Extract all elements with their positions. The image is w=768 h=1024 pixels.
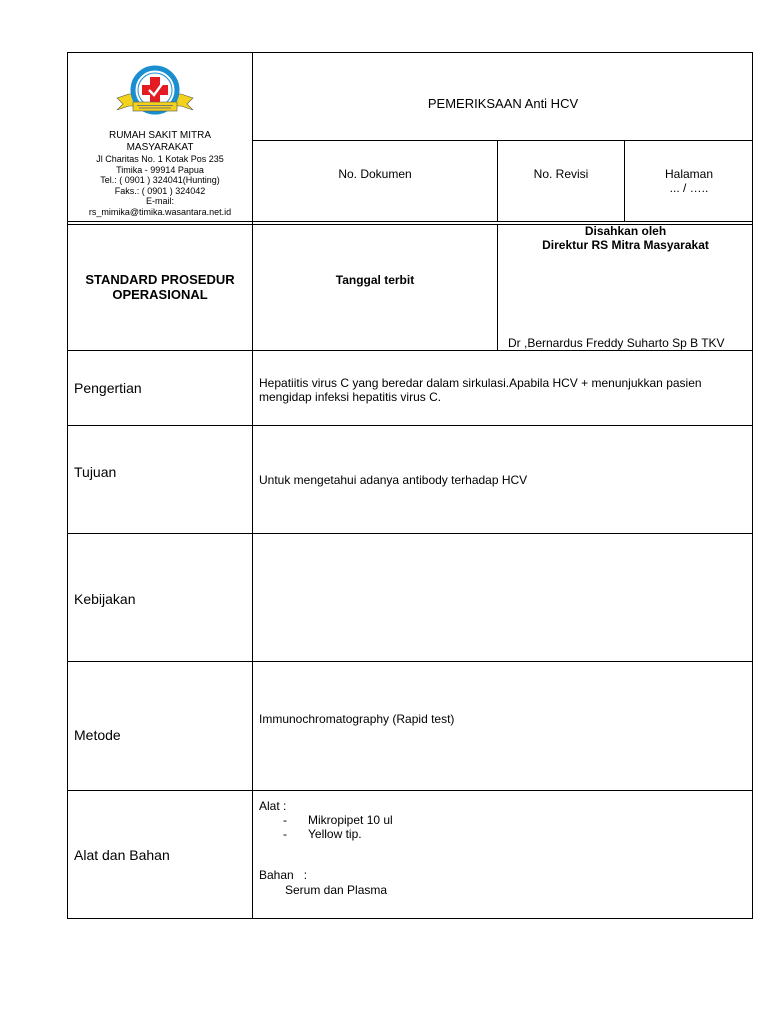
sop-title-line2: OPERASIONAL	[112, 287, 208, 302]
divider	[67, 425, 753, 426]
pengertian-label: Pengertian	[74, 380, 142, 396]
revision-label: No. Revisi	[533, 167, 589, 181]
signatory-name: Dr ,Bernardus Freddy Suharto Sp B TKV	[508, 336, 725, 350]
sop-title	[68, 272, 252, 302]
divider	[253, 140, 753, 141]
hospital-address-line2: Timika - 99914 Papua	[116, 164, 204, 175]
page-value: ... / …..	[669, 181, 709, 195]
alat-bahan-label: Alat dan Bahan	[74, 847, 170, 863]
bahan-label: Bahan :	[259, 868, 308, 882]
hospital-name	[69, 130, 251, 154]
sop-title-line1: STANDARD PROSEDUR	[85, 272, 235, 287]
approval-block	[498, 224, 753, 252]
tujuan-label: Tujuan	[74, 464, 117, 480]
issue-date-label: Tanggal terbit	[335, 273, 415, 287]
pengertian-text-line2: mengidap infeksi hepatitis virus C.	[259, 390, 442, 404]
divider	[67, 790, 753, 791]
pengertian-text	[259, 376, 749, 404]
hospital-name-line2: MASYARAKAT	[126, 142, 194, 153]
metode-text: Immunochromatography (Rapid test)	[259, 712, 455, 726]
tujuan-text: Untuk mengetahui adanya antibody terhadap HCV	[259, 473, 528, 487]
hospital-name-line1: RUMAH SAKIT MITRA	[108, 130, 212, 141]
divider	[67, 661, 753, 662]
approved-by: Disahkan oleh	[584, 224, 667, 238]
hospital-address-line1: Jl Charitas No. 1 Kotak Pos 235	[96, 154, 224, 164]
divider	[67, 533, 753, 534]
divider	[67, 350, 753, 351]
list-item: - Mikropipet 10 ul	[259, 813, 559, 827]
alat-list	[259, 813, 559, 841]
page-label-text: Halaman	[664, 167, 714, 181]
list-item: - Yellow tip.	[259, 827, 559, 841]
hospital-logo	[113, 64, 197, 124]
hospital-contact	[69, 154, 251, 217]
hospital-tel: Tel.: ( 0901 ) 324041(Hunting)	[100, 175, 220, 185]
doc-number-label: No. Dokumen	[338, 167, 412, 181]
document-title: PEMERIKSAAN Anti HCV	[427, 96, 579, 111]
hospital-email-label: E-mail:	[145, 196, 174, 206]
hospital-fax: Faks.: ( 0901 ) 324042	[114, 185, 206, 196]
bahan-text: Serum dan Plasma	[285, 883, 388, 897]
divider	[67, 221, 753, 222]
metode-label: Metode	[74, 727, 121, 743]
kebijakan-label: Kebijakan	[74, 591, 136, 607]
pengertian-text-line1: Hepatiitis virus C yang beredar dalam sirkulasi.Apabila HCV + menunjukkan pasien	[259, 376, 702, 390]
divider	[252, 52, 253, 919]
hospital-email: rs_mimika@timika.wasantara.net.id	[88, 206, 232, 217]
divider	[497, 140, 498, 222]
approver-title: Direktur RS Mitra Masyarakat	[542, 238, 709, 252]
page-label	[625, 167, 753, 195]
alat-label: Alat :	[259, 799, 287, 813]
